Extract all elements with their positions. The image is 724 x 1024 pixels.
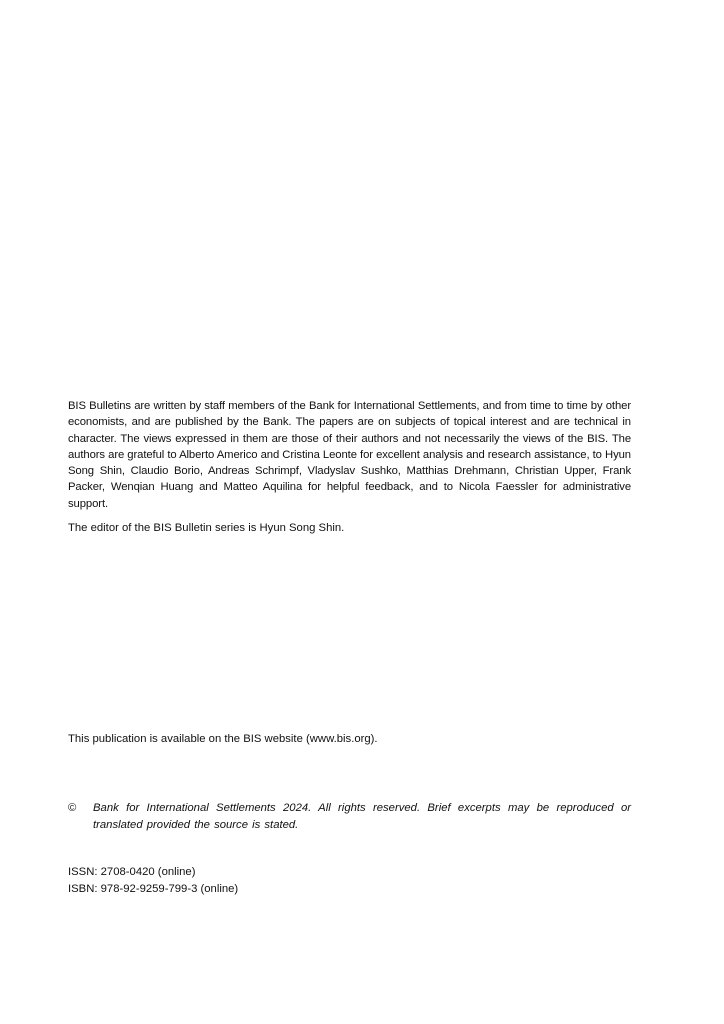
issn-line: ISSN: 2708-0420 (online) bbox=[68, 866, 196, 878]
disclaimer-section bbox=[68, 398, 631, 512]
copyright-section bbox=[68, 800, 631, 833]
identifiers-section bbox=[68, 864, 631, 897]
editor-note-section bbox=[68, 520, 631, 536]
editor-note: The editor of the BIS Bulletin series is Hyun Song Shin. bbox=[68, 522, 345, 534]
copyright-symbol: © bbox=[68, 802, 77, 814]
availability-section bbox=[68, 731, 631, 747]
availability-note: This publication is available on the BIS website (www.bis.org). bbox=[68, 733, 378, 745]
disclaimer-paragraph: BIS Bulletins are written by staff members of the Bank for International Settlements, and from time to time by other economists, and are published by the Bank. The papers are on subjects of topical interest and are technical in character. The views expressed in them are those of their authors and not necessarily the views of the BIS. The authors are grateful to Alberto Americo and Cristina Leonte for excellent analysis and research assistance, to Hyun Song Shin, Claudio Borio, Andreas Schrimpf, Vladyslav Sushko, Matthias Drehmann, Christian Upper, Frank Packer, Wenqian Huang and Matteo Aquilina for helpful feedback, and to Nicola Faessler for administrative support. bbox=[68, 400, 631, 510]
isbn-line: ISBN: 978-92-9259-799-3 (online) bbox=[68, 882, 239, 895]
copyright-text: Bank for International Settlements 2024. All rights reserved. Brief excerpts may be reproduced or translated provided the source is stated. bbox=[93, 802, 631, 831]
